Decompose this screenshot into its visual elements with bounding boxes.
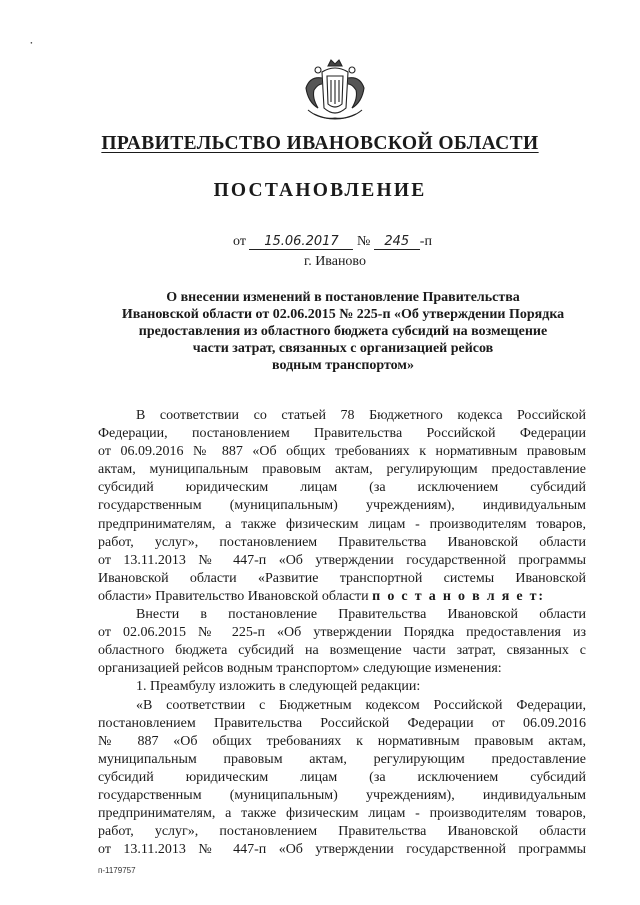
body-line-text: области» Правительство Ивановской области [98, 588, 369, 604]
title-line: Ивановской области от 02.06.2015 № 225-п «Об утверждении Порядка [121, 307, 565, 322]
body-line: Федерации, постановлением Правительства Российской Федерации [98, 426, 586, 442]
body-line: субсидий юридическим лицам (за исключением субсидий [98, 769, 586, 785]
title-line: части затрат, связанных с организацией рейсов [192, 341, 494, 356]
body-text [98, 407, 586, 859]
body-line: государственным (муниципальным) учреждениям), индивидуальным [98, 787, 586, 803]
resolves-word: п о с т а н о в л я е т: [372, 588, 545, 604]
body-line: постановлением Правительства Российской Федерации от 06.09.2016 [98, 715, 586, 731]
date-number-line [233, 234, 432, 250]
body-line: работ, услуг», постановлением Правительства Ивановской области [98, 534, 586, 550]
resolution-title [108, 289, 578, 374]
body-line: от 13.11.2013 № 447-п «Об утверждении государственной программы [98, 552, 586, 568]
body-line: Внести в постановление Правительства Ивановской области [136, 607, 586, 623]
from-label: от [233, 234, 246, 249]
document-code: п-1179757 [98, 866, 136, 875]
scan-speck: ꞏ [30, 38, 33, 48]
title-line: предоставления из областного бюджета субсидий на возмещение [138, 324, 548, 339]
body-line [98, 588, 586, 606]
body-line: предпринимателям, а также физическим лицам - производителям товаров, [98, 806, 586, 822]
title-line: О внесении изменений в постановление Правительства [166, 290, 520, 305]
body-line: областного бюджета субсидий на возмещение части затрат, связанных с [98, 643, 586, 659]
body-line: № 887 «Об общих требованиях к нормативным правовым актам, [98, 733, 586, 749]
body-line: от 13.11.2013 № 447-п «Об утверждении государственной программы [98, 842, 586, 858]
body-line: работ, услуг», постановлением Правительства Ивановской области [98, 824, 586, 840]
body-line: В соответствии со статьей 78 Бюджетного кодекса Российской [136, 408, 586, 423]
title-line: водным транспортом» [272, 358, 414, 373]
document-type-title: ПОСТАНОВЛЕНИЕ [213, 180, 427, 201]
body-line: предпринимателям, а также физическим лицам - производителям товаров, [98, 516, 586, 532]
body-line: «В соответствии с Бюджетным кодексом Российской Федерации, [136, 697, 586, 713]
body-line: субсидий юридическим лицам (за исключением субсидий [98, 480, 586, 496]
handwritten-date: 15.06.2017 [249, 234, 353, 250]
number-suffix: -п [419, 234, 432, 249]
body-line: Ивановской области «Развитие транспортной системы Ивановской [98, 570, 586, 586]
handwritten-number: 245 [374, 234, 420, 250]
coat-of-arms-emblem [300, 58, 370, 124]
body-line: государственным (муниципальным) учреждениям), индивидуальным [98, 498, 586, 514]
city-line: г. Иваново [304, 254, 366, 269]
organization-title: ПРАВИТЕЛЬСТВО ИВАНОВСКОЙ ОБЛАСТИ [101, 133, 539, 154]
body-line: организацией рейсов водным транспортом» следующие изменения: [98, 661, 502, 677]
body-line: от 06.09.2016 № 887 «Об общих требованиях к нормативным правовым [98, 444, 586, 460]
body-line: актам, муниципальным правовым актам, регулирующим предоставление [98, 462, 586, 478]
body-line: муниципальным правовым актам, регулирующим предоставление [98, 751, 586, 767]
body-line: от 02.06.2015 № 225-п «Об утверждении Порядка предоставления из [98, 625, 586, 641]
number-label: № [356, 234, 371, 249]
body-line: 1. Преамбулу изложить в следующей редакции: [136, 679, 421, 695]
